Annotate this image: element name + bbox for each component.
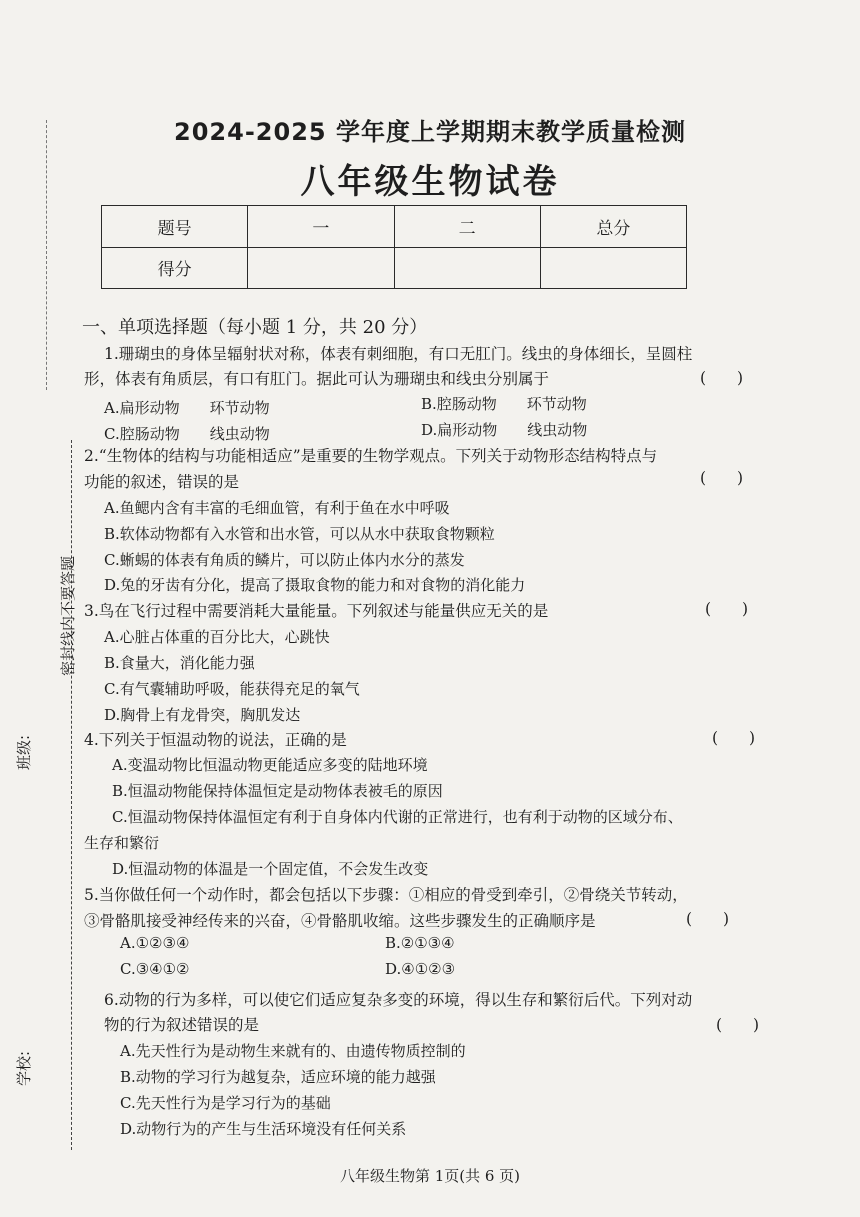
option: A.心脏占体重的百分比大，心跳快: [104, 628, 330, 646]
option: D.兔的牙齿有分化，提高了摄取食物的能力和对食物的消化能力: [104, 576, 526, 594]
answer-paren[interactable]: ( ): [700, 469, 744, 487]
score-table-score-row: [102, 247, 687, 289]
question-text: 4.下列关于恒温动物的说法，正确的是: [84, 731, 347, 749]
option: C.③④①②: [120, 960, 190, 978]
option: B.恒温动物能保持体温恒定是动物体表被毛的原因: [112, 782, 443, 800]
score-table: [101, 205, 687, 289]
question-text: ③骨骼肌接受神经传来的兴奋，④骨骼肌收缩。这些步骤发生的正确顺序是: [84, 912, 596, 930]
question-text: 功能的叙述，错误的是: [84, 473, 240, 491]
option: D.④①②③: [385, 960, 456, 978]
section-heading: 一、单项选择题（每小题 1 分，共 20 分）: [82, 317, 428, 338]
answer-paren[interactable]: ( ): [716, 1016, 760, 1034]
question-text: 2.“生物体的结构与功能相适应”是重要的生物学观点。下列关于动物形态结构特点与: [84, 447, 658, 465]
option: C.蜥蜴的体表有角质的鳞片，可以防止体内水分的蒸发: [104, 551, 465, 569]
score-input-cell[interactable]: [394, 247, 540, 289]
option: C.恒温动物保持体温恒定有利于自身体内代谢的正常进行，也有利于动物的区域分布、: [112, 808, 683, 826]
page-footer: 八年级生物第 1页(共 6 页): [339, 1167, 521, 1185]
answer-paren[interactable]: ( ): [712, 729, 756, 747]
question-text: 1.珊瑚虫的身体呈辐射状对称，体表有刺细胞，有口无肛门。线虫的身体细长，呈圆柱: [104, 345, 693, 363]
question-text: 6.动物的行为多样，可以使它们适应复杂多变的环境，得以生存和繁衍后代。下列对动: [104, 991, 693, 1009]
option: A.先天性行为是动物生来就有的、由遗传物质控制的: [120, 1042, 466, 1060]
option: B.食量大，消化能力强: [104, 654, 255, 672]
option: A.变温动物比恒温动物更能适应多变的陆地环境: [112, 756, 428, 774]
score-cell: 二: [394, 206, 540, 248]
question-text: 5.当你做任何一个动作时，都会包括以下步骤：①相应的骨受到牵引，②骨绕关节转动，: [84, 886, 688, 904]
option: B.腔肠动物 环节动物: [421, 395, 587, 413]
option: B.动物的学习行为越复杂，适应环境的能力越强: [120, 1068, 436, 1086]
option: A.扁形动物 环节动物: [104, 399, 270, 417]
score-input-cell[interactable]: [540, 247, 686, 289]
option: D.胸骨上有龙骨突，胸肌发达: [104, 706, 301, 724]
option: D.恒温动物的体温是一个固定值，不会发生改变: [112, 860, 429, 878]
school-label: 学校:: [15, 1050, 33, 1086]
option: A.①②③④: [120, 934, 190, 952]
option: D.扁形动物 线虫动物: [421, 421, 588, 439]
class-label: 班级:: [15, 734, 33, 770]
option: C.有气囊辅助呼吸，能获得充足的氧气: [104, 680, 360, 698]
option: C.先天性行为是学习行为的基础: [120, 1094, 331, 1112]
option: A.鱼鳃内含有丰富的毛细血管，有利于鱼在水中呼吸: [104, 499, 450, 517]
option: B.软体动物都有入水管和出水管，可以从水中获取食物颗粒: [104, 525, 495, 543]
answer-paren[interactable]: ( ): [686, 910, 730, 928]
seal-notice: 密封线内不要答题: [59, 555, 77, 676]
score-cell: 总分: [540, 206, 686, 248]
score-cell: 一: [248, 206, 394, 248]
score-cell: 得分: [102, 247, 248, 289]
score-table-header-row: [102, 206, 687, 248]
option: B.②①③④: [385, 934, 455, 952]
option: C.腔肠动物 线虫动物: [104, 425, 270, 443]
option: D.动物行为的产生与生活环境没有任何关系: [120, 1120, 407, 1138]
question-text: 3.鸟在飞行过程中需要消耗大量能量。下列叙述与能量供应无关的是: [84, 602, 549, 620]
answer-paren[interactable]: ( ): [705, 600, 749, 618]
exam-title: 2024-2025 学年度上学期期末教学质量检测: [174, 118, 686, 146]
question-text: 形，体表有角质层，有口有肛门。据此可认为珊瑚虫和线虫分别属于: [84, 370, 550, 388]
score-input-cell[interactable]: [248, 247, 394, 289]
binding-line: [71, 440, 72, 1150]
question-text: 物的行为叙述错误的是: [104, 1016, 260, 1034]
exam-subtitle: 八年级生物试卷: [300, 162, 560, 202]
score-cell: 题号: [102, 206, 248, 248]
option-continuation: 生存和繁衍: [84, 834, 160, 852]
answer-paren[interactable]: ( ): [700, 369, 744, 387]
